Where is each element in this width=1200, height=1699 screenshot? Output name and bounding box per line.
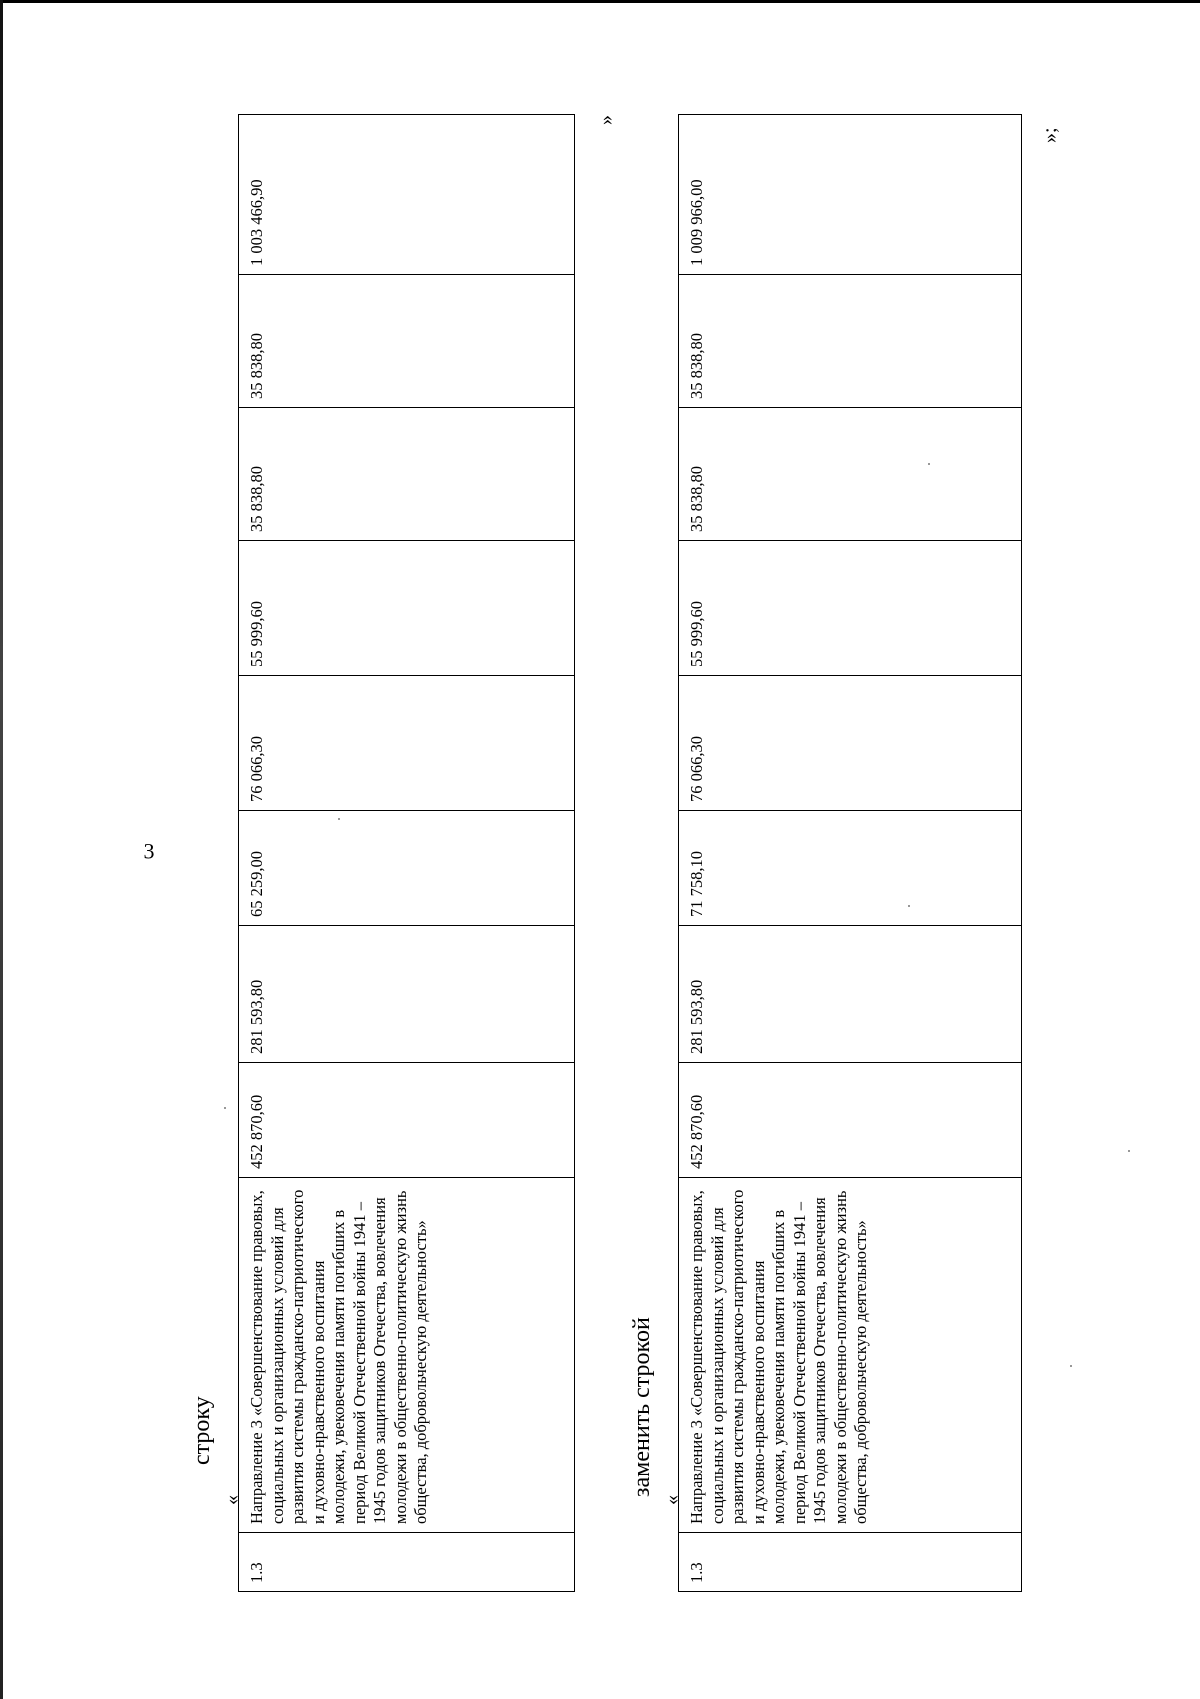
row-value: 71 758,10 [679, 811, 1022, 926]
row-value: 452 870,60 [239, 1063, 575, 1178]
row-value: 35 838,80 [239, 275, 575, 408]
row-value: 76 066,30 [239, 676, 575, 811]
row-value: 452 870,60 [679, 1063, 1022, 1178]
section-after-table [678, 114, 1022, 1592]
section-before-open-quote: « [221, 1495, 243, 1505]
row-value: 76 066,30 [679, 676, 1022, 811]
row-description: Направление 3 «Совершенствование правовых, социальных и организационных условий для развития системы гражданско-патриотического и духовно-нравственного воспитания молодежи, увековечения памяти погибших в период Великой Отечественной войны 1941 – 1945 годов защитников Отечества, вовлечения молодежи в общественно-политическую жизнь общества, добровольческую деятельность» [679, 1178, 1022, 1533]
row-number: 1.3 [679, 1533, 1022, 1592]
section-after-open-quote: « [661, 1495, 683, 1505]
table-row [679, 115, 1022, 1592]
row-value: 35 838,80 [679, 275, 1022, 408]
row-value: 35 838,80 [679, 408, 1022, 541]
section-before-table [238, 114, 575, 1592]
row-value: 35 838,80 [239, 408, 575, 541]
section-after-close-quote: »; [1039, 127, 1061, 143]
row-value: 65 259,00 [239, 811, 575, 926]
row-value: 281 593,80 [239, 926, 575, 1063]
row-value: 55 999,60 [239, 541, 575, 676]
section-before-heading: строку [189, 1396, 215, 1465]
row-value: 1 003 466,90 [239, 115, 575, 275]
row-description: Направление 3 «Совершенствование правовых, социальных и организационных условий для развития системы гражданско-патриотического и духовно-нравственного воспитания молодежи, увековечения памяти погибших в период Великой Отечественной войны 1941 – 1945 годов защитников Отечества, вовлечения молодежи в общественно-политическую жизнь общества, добровольческую деятельность» [239, 1178, 575, 1533]
row-number: 1.3 [239, 1533, 575, 1592]
page-number: 3 [143, 838, 155, 864]
row-value: 55 999,60 [679, 541, 1022, 676]
table-row [239, 115, 575, 1592]
row-value: 281 593,80 [679, 926, 1022, 1063]
row-value: 1 009 966,00 [679, 115, 1022, 275]
section-after-heading: заменить строкой [629, 1317, 655, 1497]
section-before-close-quote: » [595, 115, 617, 125]
